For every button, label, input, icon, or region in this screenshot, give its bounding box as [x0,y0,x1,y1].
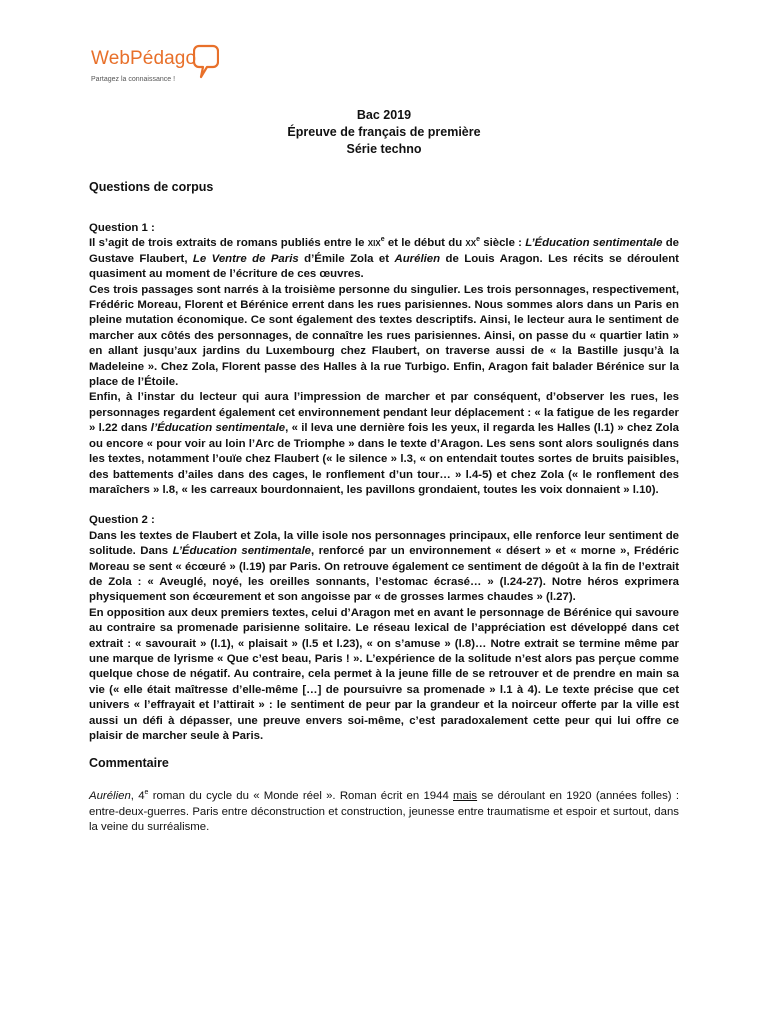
question-1-title: Question 1 : [89,222,155,234]
question-2-paragraph-1: Dans les textes de Flaubert et Zola, la ville isole nos personnages principaux, elle renforce leur sentiment de solitude. Dans L’Éducation sentimentale, renforcé par un environnement « désert » et « morne », Frédéric Moreau se sent « écœuré » (l.19) par Paris. On retrouve également ce sentiment de dégoût à la fin de l’extrait de Zola : « Aveuglé, noyé, les oreilles sonnants, l’estomac écrasé… » (l.24-27). Notre héros exprimera physiquement son écœurement et son angoisse par « de grosses larmes chaudes » (l.27). [89,529,680,604]
logo-name: WebPédago [91,48,197,69]
corpus-section-title: Questions de corpus [89,180,214,194]
question-1-paragraph-3: Enfin, à l’instar du lecteur qui aura l’impression de marcher et par conséquent, d’observer les rues, les personnages regardent également cet environnement pendant leur déplacement : « la fatigue de les regarder » l.22 dans l’Éducation sentimentale, « il leva une dernière fois les yeux, il regarda les Halles (l.1) » chez Zola ou encore « pour voir au loin l’Arc de Triomphe » dans le texte d’Aragon. Les sens sont alors soulignés dans les textes, notamment l’ouïe chez Flaubert (« le silence » l.3, « on entendait toutes sortes de bruits paisibles, des battements d’ailes dans des cages, le ronflement d’un tour… » l.4-5) et chez Zola (« le ronflement des maraîchers » l.8, « les carreaux bourdonnaient, les pavillons grondaient, toutes les voix donnaient » l.10). [89,391,679,496]
question-2-title: Question 2 : [89,514,155,527]
exam-series: Série techno [346,142,422,156]
exam-title: Épreuve de français de première [287,125,481,139]
document-body [89,107,679,847]
document-header [89,107,679,158]
question-1-paragraph-2: Ces trois passages sont narrés à la troisième personne du singulier. Les trois personnages, respectivement, Frédéric Moreau, Florent et Bérénice errent dans les rues parisiennes. Nous sommes alors dans un Paris en pleine mutation économique. Ce sont également des textes descriptifs. Ainsi, le lecteur aura le sentiment de marcher aux côtés des personnages, de connaître les rues parisiennes. Ainsi, on passe du « quartier latin » en allant jusqu’aux jardins du Luxembourg chez Flaubert, on traverse aussi de « la Bastille jusqu’à la Madeleine ». Chez Zola, Florent passe des Halles à la rue Turbigo. Enfin, Aragon fait balader Bérénice sur la place de l’Étoile. [89,283,679,389]
question-1-paragraph-1: Il s’agit de trois extraits de romans publiés entre le xix$^e$ et le début du $xx^e$ siècle : L’Éducation sentimentale de Gustave Flaubert, Le Ventre de Paris d’Émile Zola et Aurélien de Louis Aragon. Les récits se déroulent quasiment au moment de l’écriture de ces œuvres. [89,236,679,281]
exam-year: Bac 2019 [356,108,412,122]
commentary-section-title: Commentaire [89,756,169,771]
commentary-paragraph-1: Aurélien, 4e roman du cycle du « Monde réel ». Roman écrit en 1944 mais se déroulant en 1920 (années folles) : entre-deux-guerres. Paris entre déconstruction et construction, jeunesse entre traumatisme et espoir et surtout, dans la veine du surréalisme. [89,789,680,834]
speech-bubble-icon [193,44,219,80]
question-2-paragraph-2: En opposition aux deux premiers textes, celui d’Aragon met en avant le personnage de Bérénice qui savoure au contraire sa promenade parisienne solitaire. Le réseau lexical de l’appréciation est développé dans cet extrait : « savourait » (l.1), « plaisait » (l.5 et l.23), « on s’amuse » (l.8)… Notre extrait se termine même par une marque de lyrisme « Que c’est beau, Paris ! ». L’expérience de la solitude n’est alors pas perçue comme quelque chose de négatif. Au contraire, cela permet à la jeune fille de se retrouver et de prendre en main sa vie (« elle était maîtresse d’elle-même […] de poursuivre sa promenade » l.1 à 4). Le texte précise que cet univers « l’effrayait et l’attirait » : le sentiment de peur par la grandeur et la noirceur offerte par la ville est aussi un défi à dépasser, une preuve envers soi-même, c’est paradoxalement cette peur qui lui offre ce plaisir de marcher seule à Paris. [89,606,679,742]
logo-tagline: Partagez la connaissance ! [91,76,176,83]
webpedago-logo [89,44,219,92]
